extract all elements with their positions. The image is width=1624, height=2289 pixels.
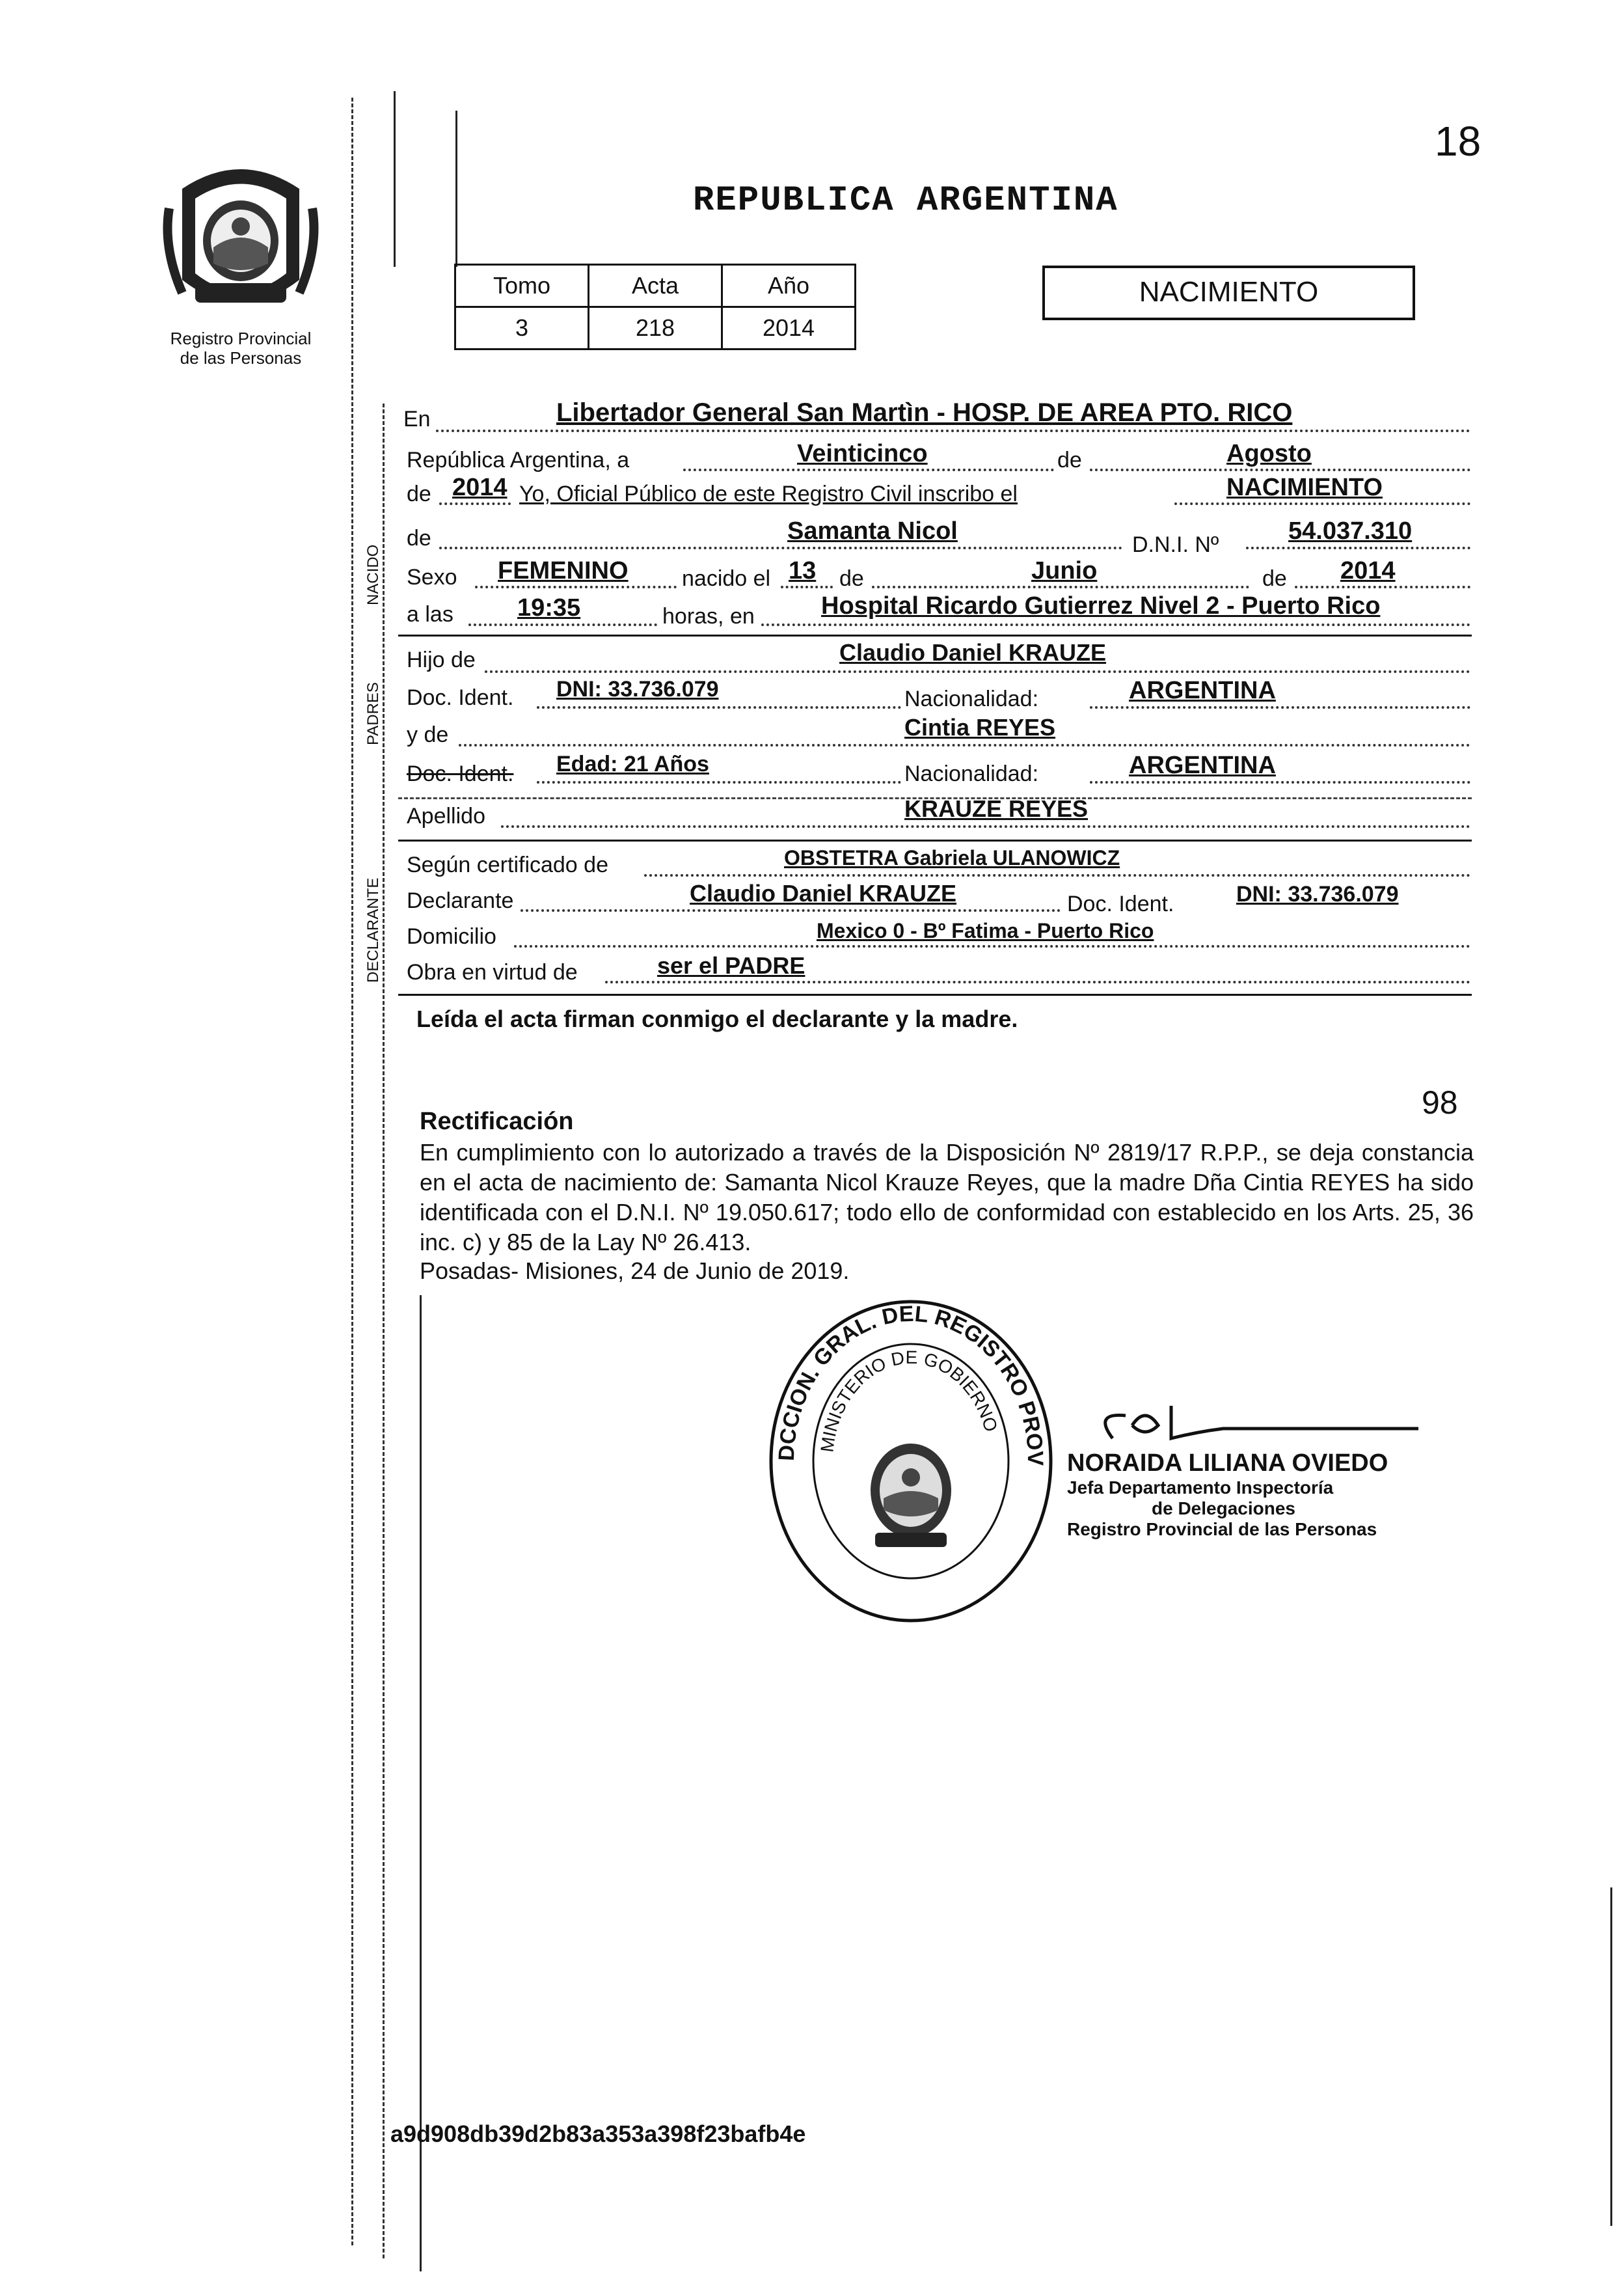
hijo-label: Hijo de — [407, 648, 476, 672]
reference-table — [454, 264, 856, 350]
dotted-line — [872, 586, 1249, 588]
dotted-line — [475, 586, 677, 588]
year-value: 2014 — [452, 474, 508, 501]
misiones-coat-of-arms-icon — [156, 150, 325, 332]
rectification-title: Rectificación — [420, 1108, 574, 1135]
birth-place-value: Hospital Ricardo Gutierrez Nivel 2 - Puerto Rico — [821, 592, 1381, 620]
child-dni-value: 54.037.310 — [1288, 517, 1413, 545]
address-value: Mexico 0 - Bº Fatima - Puerto Rico — [817, 919, 1154, 942]
dotted-line — [1090, 469, 1470, 471]
side-label-padres: PADRES — [364, 682, 382, 745]
signer-name: NORAIDA LILIANA OVIEDO — [1067, 1449, 1388, 1477]
inscribo-value: NACIMIENTO — [1226, 474, 1383, 501]
table-cell: 3 — [455, 307, 589, 350]
scan-mark — [455, 111, 457, 267]
father-dni-value: DNI: 33.736.079 — [556, 677, 719, 702]
en-label: En — [403, 407, 431, 432]
table-cell: 2014 — [722, 307, 856, 350]
signer-title-line2: de Delegaciones — [1152, 1498, 1295, 1518]
de2-label: de — [407, 482, 431, 506]
mother-name-value: Cintia REYES — [904, 714, 1056, 741]
dotted-line — [521, 909, 1061, 912]
birth-time-value: 19:35 — [517, 594, 581, 622]
doc3-label: Doc. Ident. — [1067, 892, 1174, 916]
dotted-line — [1090, 781, 1470, 784]
stamp-inner-text: MINISTERIO DE GOBIERNO — [817, 1347, 1002, 1454]
scan-mark — [351, 98, 353, 2245]
birth-day-value: 13 — [789, 557, 817, 584]
dotted-line — [761, 624, 1470, 626]
sexo-value: FEMENINO — [498, 557, 629, 584]
dotted-line — [514, 945, 1470, 948]
certificate-value: OBSTETRA Gabriela ULANOWICZ — [784, 846, 1120, 870]
dotted-line — [459, 744, 1470, 747]
relation-value: ser el PADRE — [657, 952, 805, 979]
rectification-body: En cumplimiento con lo autorizado a través de la Disposición Nº 2819/17 R.P.P., se deja constancia en el acta de nacimiento de: Samanta Nicol Krauze Reyes, que la madre Dña Cintia REYES ha sido identificada con el D.N.I. Nº 19.050.617; todo ello de conformidad con establecido en los Arts. 25, 36 inc. c) y 85 de la Lay Nº 26.413. — [420, 1139, 1474, 1255]
scan-mark — [394, 91, 396, 267]
table-cell: 218 — [589, 307, 722, 350]
dotted-line — [1174, 502, 1470, 505]
dotted-line — [468, 624, 657, 626]
apellido-label: Apellido — [407, 804, 485, 829]
day-value: Veinticinco — [797, 440, 928, 467]
table-row — [455, 307, 856, 350]
stamp-outer-text: DCCION. GRAL. DEL REGISTRO PROV — [774, 1301, 1048, 1466]
signature-block — [1067, 1399, 1470, 1540]
horas-label: horas, en — [662, 604, 755, 629]
table-header-cell: Año — [722, 265, 856, 307]
mother-nationality-value: ARGENTINA — [1129, 752, 1276, 779]
de-label: de — [1057, 448, 1082, 473]
alas-label: a las — [407, 602, 453, 627]
obra-label: Obra en virtud de — [407, 960, 578, 985]
birth-year-value: 2014 — [1340, 557, 1396, 584]
month-value: Agosto — [1226, 440, 1312, 467]
dotted-line — [683, 469, 1054, 471]
scan-mark — [383, 404, 385, 2258]
table-header-row — [455, 265, 856, 307]
handwritten-signature-icon — [1067, 1399, 1431, 1451]
field-row-date — [407, 448, 629, 473]
page-number: 18 — [1435, 118, 1482, 165]
rectification-number: 98 — [1422, 1084, 1458, 1121]
birth-month-value: Junio — [1031, 557, 1098, 584]
oficial-text: Yo, Oficial Público de este Registro Civil inscribo el — [519, 482, 1018, 506]
page-title: REPUBLICA ARGENTINA — [693, 181, 1118, 221]
official-stamp — [761, 1295, 1061, 1627]
dotted-line — [537, 781, 901, 784]
dotted-line — [1090, 706, 1470, 709]
svg-text:MINISTERIO DE GOBIERNO — [817, 1347, 1001, 1453]
signer-title-line3: Registro Provincial de las Personas — [1067, 1519, 1377, 1539]
dotted-line — [1246, 547, 1470, 549]
nac1-label: Nacionalidad: — [904, 687, 1039, 711]
table-header-cell: Tomo — [455, 265, 589, 307]
section-divider — [398, 635, 1472, 637]
dni-label: D.N.I. Nº — [1132, 532, 1219, 557]
scan-mark — [1610, 1887, 1612, 2226]
dotted-line — [1295, 586, 1470, 588]
dotted-line — [501, 825, 1470, 828]
emblem-caption-line2: de las Personas — [180, 348, 302, 368]
de4-label: de — [1262, 566, 1287, 591]
dotted-line — [644, 874, 1470, 877]
nombre-label: de — [407, 526, 431, 551]
side-label-declarante: DECLARANTE — [364, 877, 382, 983]
province-emblem — [156, 150, 325, 332]
dotted-line — [436, 430, 1470, 432]
mother-doc-value: Edad: 21 Años — [556, 752, 709, 776]
dotted-line — [605, 981, 1470, 983]
signer-title-line1: Jefa Departamento Inspectoría — [1067, 1477, 1334, 1498]
dotted-line — [439, 502, 511, 505]
nacido-label: nacido el — [682, 566, 771, 591]
section-divider — [398, 994, 1472, 996]
dotted-line — [537, 706, 901, 709]
section-divider — [398, 840, 1472, 842]
sexo-label: Sexo — [407, 565, 457, 590]
nac2-label: Nacionalidad: — [904, 761, 1039, 786]
declarant-dni-value: DNI: 33.736.079 — [1236, 882, 1399, 907]
domicilio-label: Domicilio — [407, 924, 496, 949]
father-name-value: Claudio Daniel KRAUZE — [839, 639, 1107, 666]
record-type-box: NACIMIENTO — [1042, 266, 1415, 320]
side-label-nacido: NACIDO — [364, 544, 382, 605]
document-hash: a9d908db39d2b83a353a398f23bafb4e — [390, 2120, 806, 2147]
yde-label: y de — [407, 722, 449, 747]
dotted-line — [485, 670, 1470, 673]
dotted-line — [781, 586, 833, 588]
de3-label: de — [839, 566, 864, 591]
rectification-place-date: Posadas- Misiones, 24 de Junio de 2019. — [420, 1257, 850, 1284]
table-header-cell: Acta — [589, 265, 722, 307]
father-nationality-value: ARGENTINA — [1129, 677, 1276, 704]
dotted-line — [439, 547, 1122, 549]
declarante-label: Declarante — [407, 888, 514, 913]
registry-seal-icon — [761, 1295, 1061, 1627]
svg-text:DCCION. GRAL. DEL REGISTRO PRO — [761, 1295, 1048, 1466]
doc1-label: Doc. Ident. — [407, 685, 514, 710]
surname-value: KRAUZE REYES — [904, 795, 1089, 822]
closing-statement: Leída el acta firman conmigo el declarante y la madre. — [416, 1006, 1018, 1032]
place-value: Libertador General San Martìn - HOSP. DE AREA PTO. RICO — [556, 398, 1293, 427]
republica-label: República Argentina, a — [407, 448, 630, 473]
segun-label: Según certificado de — [407, 853, 608, 877]
field-row-en — [403, 407, 431, 432]
declarant-name-value: Claudio Daniel KRAUZE — [690, 880, 957, 907]
emblem-caption-line1: Registro Provincial — [170, 329, 312, 348]
child-name-value: Samanta Nicol — [787, 517, 958, 545]
emblem-caption — [117, 329, 364, 368]
doc2-label: Doc. Ident. — [407, 761, 514, 786]
